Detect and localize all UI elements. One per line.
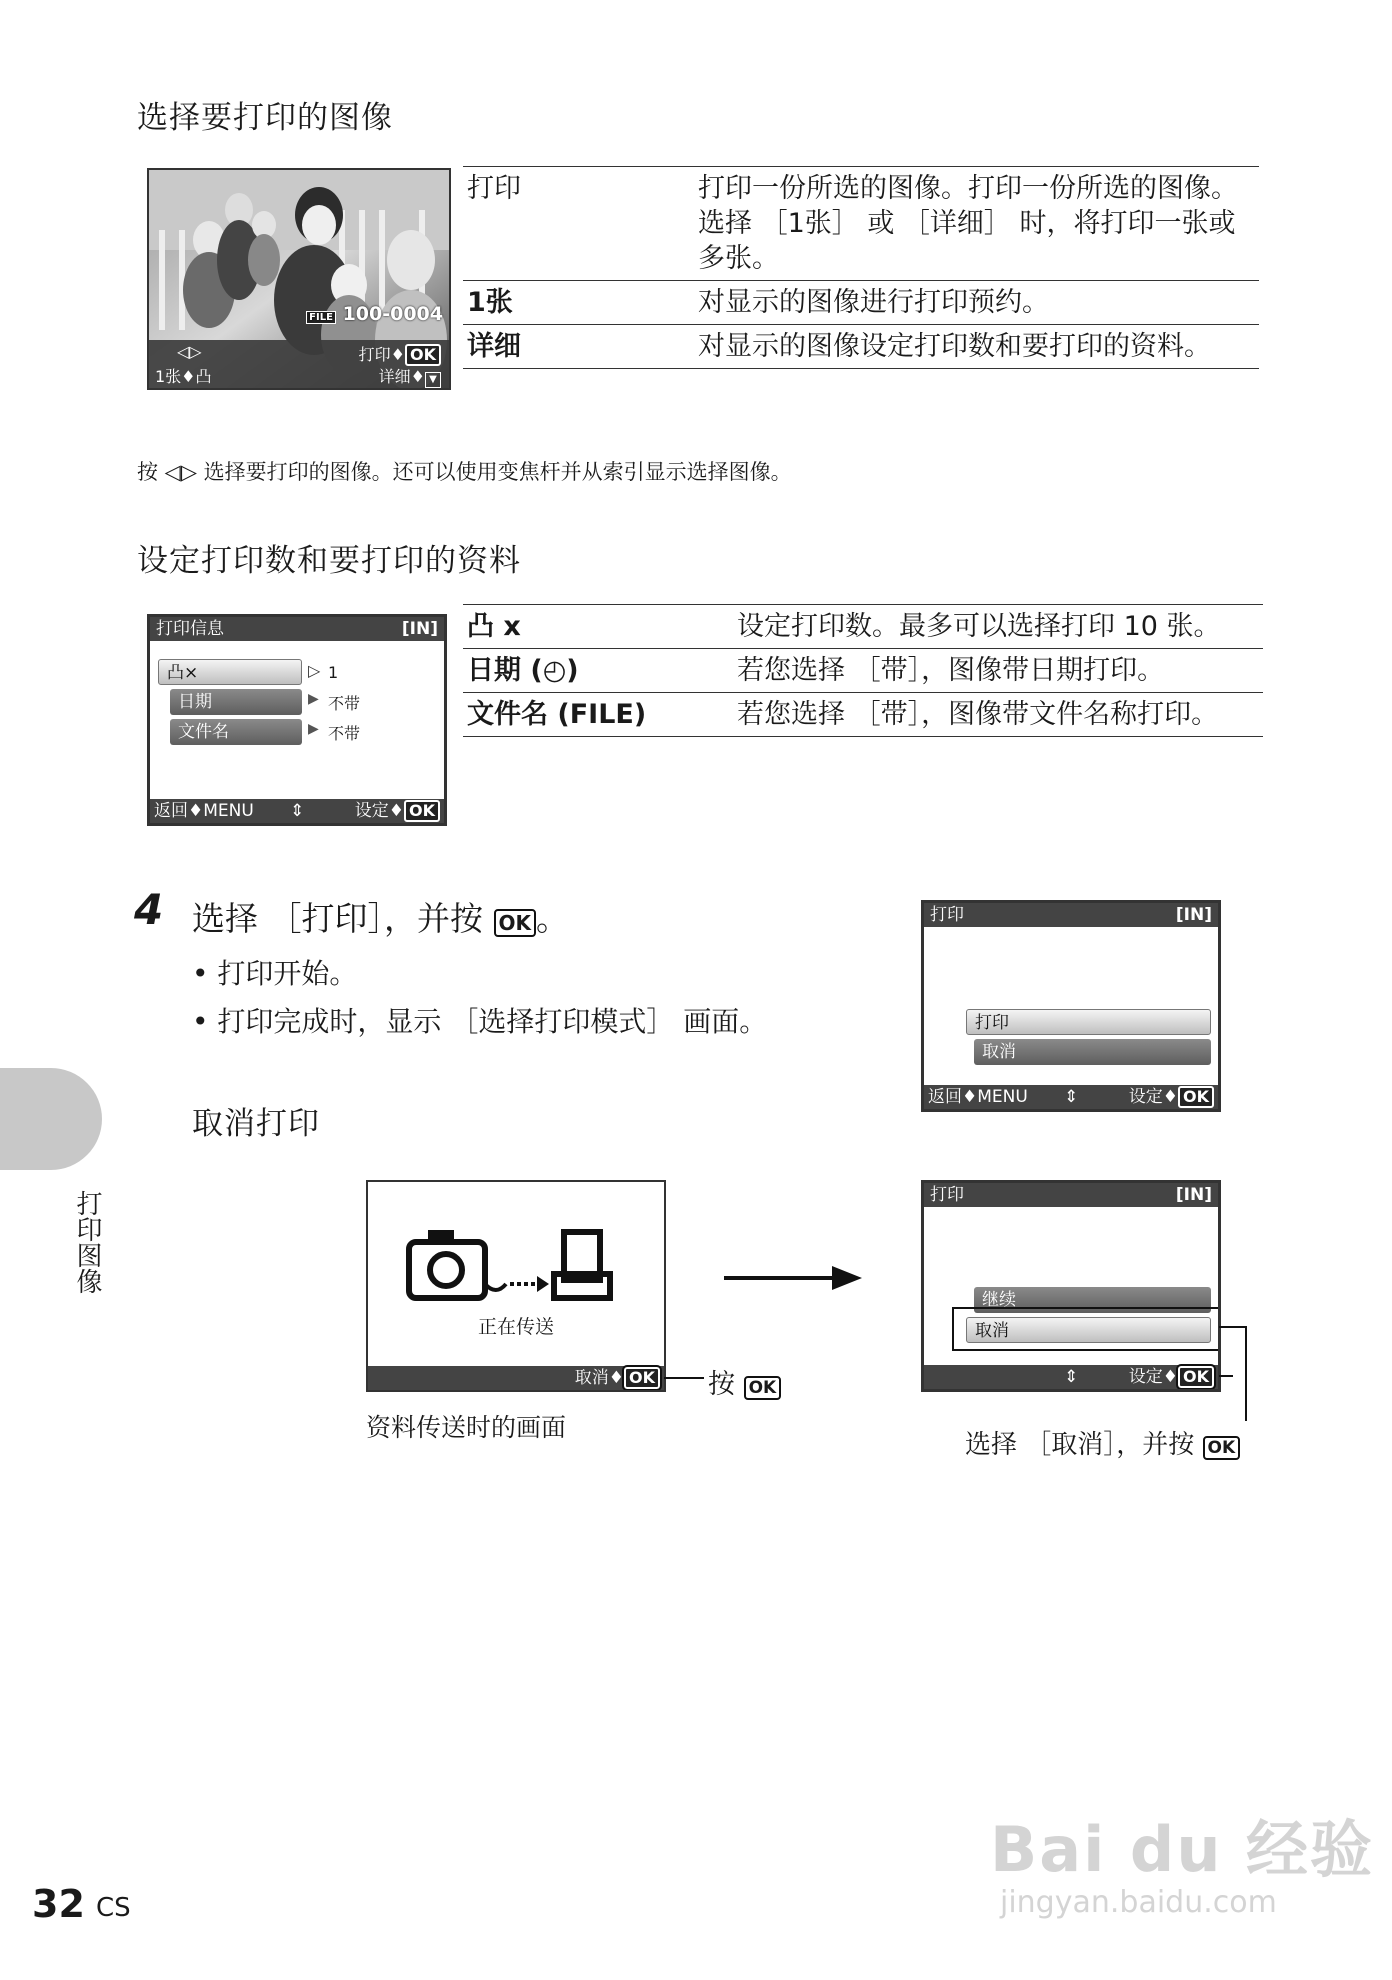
- menu-item-copies[interactable]: 凸×: [158, 659, 302, 685]
- table-row: [463, 693, 1263, 737]
- preview-footer: [149, 340, 449, 388]
- camera-to-printer-icon: [406, 1224, 636, 1304]
- set-hint: 设定♦: [354, 801, 404, 821]
- print-hint: 打印♦: [358, 345, 405, 364]
- date-value: 不带: [328, 694, 361, 713]
- sidebar-label: 打印图像: [72, 1190, 102, 1294]
- file-icon: FILE: [306, 311, 336, 324]
- arrow-down-icon: ▼: [425, 372, 441, 388]
- term: 凸 x: [463, 605, 733, 649]
- ok-button-icon: OK: [1178, 1366, 1214, 1388]
- print-confirm-screen: [921, 900, 1221, 1112]
- term: 打印: [463, 167, 694, 281]
- screen-header: 打印信息: [156, 619, 224, 639]
- term: 1张: [463, 281, 694, 325]
- ok-button-icon: OK: [744, 1376, 782, 1400]
- transfer-caption: 资料传送时的画面: [366, 1413, 567, 1442]
- menu-item-date[interactable]: 日期: [170, 689, 302, 715]
- term: 文件名 (FILE): [463, 693, 733, 737]
- transfer-screen: [366, 1180, 666, 1392]
- callout-line: [664, 1377, 704, 1379]
- camera-preview-screen: [147, 168, 451, 390]
- press-ok-label: 按 OK: [708, 1362, 781, 1401]
- description: 若您选择 ［带］，图像带文件名称打印。: [733, 693, 1263, 737]
- back-menu-hint: 返回♦MENU: [928, 1087, 1028, 1107]
- memory-indicator: [IN]: [401, 619, 438, 639]
- table-row: [463, 649, 1263, 693]
- arrow-up-down-icon: ⇕: [1064, 1087, 1079, 1107]
- page-number: 32: [32, 1882, 85, 1926]
- step-number: 4: [134, 885, 164, 934]
- description: 打印一份所选的图像。打印一份所选的图像。选择 ［1张］ 或 ［详细］ 时，将打印一张或多张。: [694, 167, 1259, 281]
- table-row: [463, 605, 1263, 649]
- select-image-note: 按 ◁▷ 选择要打印的图像。还可以使用变焦杆并从索引显示选择图像。: [137, 460, 792, 484]
- arrow-up-down-icon: ⇕: [1064, 1367, 1079, 1387]
- list-item: • 打印开始。: [192, 957, 358, 990]
- ok-button-icon: OK: [1178, 1086, 1214, 1108]
- cancel-caption: 选择 ［取消］，并按 OK: [965, 1424, 1240, 1461]
- chapter-tab: [0, 1068, 102, 1170]
- menu-item-cancel[interactable]: 取消: [966, 1317, 1211, 1343]
- table-row: [463, 325, 1259, 369]
- table-row: [463, 281, 1259, 325]
- table-row: [463, 167, 1259, 281]
- arrow-right-icon: ▶: [308, 691, 319, 707]
- screen-header: 打印: [930, 1185, 964, 1205]
- term: 详细: [463, 325, 694, 369]
- set-hint: 设定♦: [1128, 1087, 1178, 1107]
- back-menu-hint: 返回♦MENU: [154, 801, 254, 821]
- cancel-hint: 取消♦: [574, 1368, 624, 1388]
- menu-item-continue[interactable]: 继续: [974, 1287, 1211, 1313]
- description: 设定打印数。最多可以选择打印 10 张。: [733, 605, 1263, 649]
- print-info-table: [463, 604, 1263, 737]
- section-title-print-info: 设定打印数和要打印的资料: [137, 543, 521, 579]
- cancel-confirm-screen: [921, 1180, 1221, 1392]
- transfer-status: 正在传送: [477, 1316, 554, 1338]
- one-sheet-hint: 1张♦凸: [155, 367, 212, 386]
- arrow-right-icon: ▷: [308, 661, 321, 680]
- menu-item-filename[interactable]: 文件名: [170, 719, 302, 745]
- description: 对显示的图像设定打印数和要打印的资料。: [694, 325, 1259, 369]
- arrow-left-right-icon: ◁▷: [177, 342, 202, 361]
- detail-hint: 详细♦: [378, 367, 425, 386]
- callout-line: [1219, 1326, 1247, 1328]
- selection-highlight: [952, 1307, 1221, 1351]
- term: 日期 (◴): [463, 649, 733, 693]
- section-title-cancel-print: 取消打印: [192, 1106, 320, 1142]
- copies-value: 1: [328, 663, 339, 682]
- ok-button-icon: OK: [624, 1367, 660, 1389]
- ok-button-icon: OK: [494, 909, 537, 937]
- description: 对显示的图像进行打印预约。: [694, 281, 1259, 325]
- ok-button-icon: OK: [405, 344, 441, 366]
- memory-indicator: [IN]: [1175, 905, 1212, 925]
- menu-item-cancel[interactable]: 取消: [974, 1039, 1211, 1065]
- memory-indicator: [IN]: [1175, 1185, 1212, 1205]
- callout-line: [1219, 1375, 1233, 1377]
- ok-button-icon: OK: [404, 800, 440, 822]
- arrow-right-icon: [724, 1263, 864, 1293]
- print-options-table: [463, 166, 1259, 369]
- step-bullets: [192, 950, 767, 1046]
- screen-header: 打印: [930, 905, 964, 925]
- set-hint: 设定♦: [1128, 1367, 1178, 1387]
- arrow-right-icon: ▶: [308, 721, 319, 737]
- print-info-screen: [147, 614, 447, 826]
- page-language: CS: [96, 1893, 131, 1923]
- section-title-select-image: 选择要打印的图像: [137, 100, 393, 136]
- filename-value: 不带: [328, 724, 361, 743]
- menu-item-print[interactable]: 打印: [966, 1009, 1211, 1035]
- description: 若您选择 ［带］，图像带日期打印。: [733, 649, 1263, 693]
- watermark-url: jingyan.baidu.com: [1000, 1885, 1277, 1920]
- watermark-logo: Bai du 经验: [990, 1813, 1375, 1886]
- ok-button-icon: OK: [1203, 1436, 1241, 1460]
- arrow-up-down-icon: ⇕: [290, 801, 305, 821]
- file-number: 100-0004: [342, 303, 443, 325]
- list-item: • 打印完成时，显示 ［选择打印模式］ 画面。: [192, 1005, 768, 1038]
- step-instruction: 选择 ［打印］，并按 OK 。: [192, 899, 569, 938]
- callout-line: [1245, 1326, 1247, 1421]
